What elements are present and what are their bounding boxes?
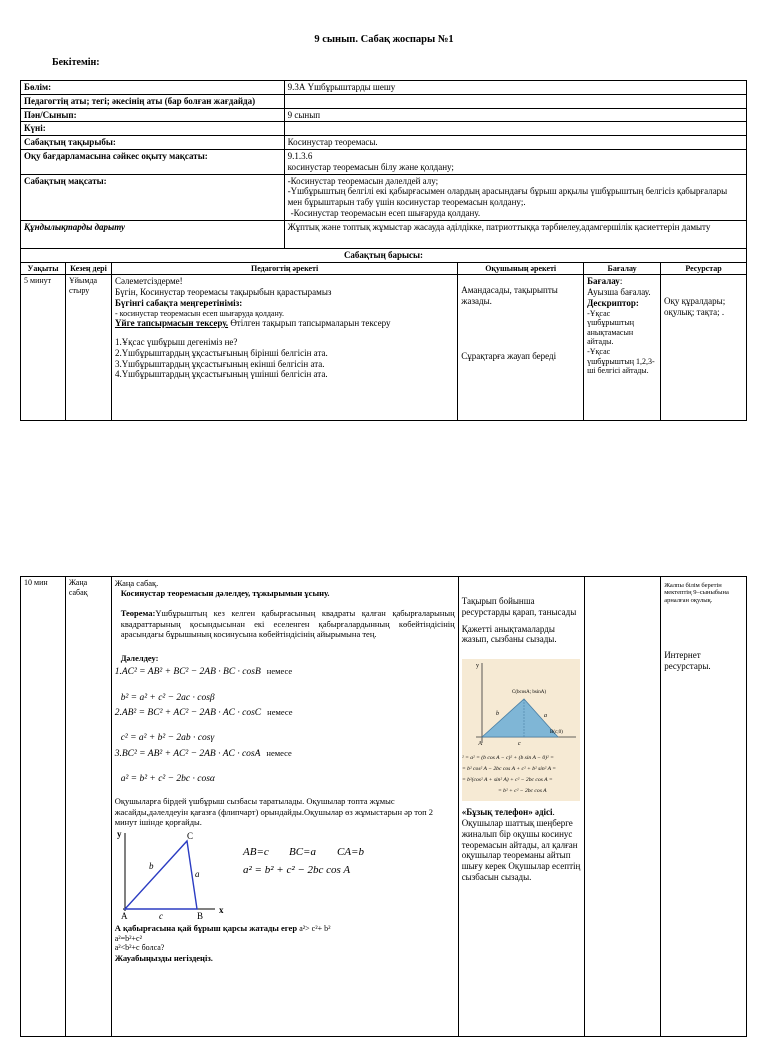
lesson-plan-table: [20, 80, 747, 421]
formula-4: c² = a² + b² − 2ab · cosγ: [120, 733, 215, 744]
student-action: Тақырып бойынша ресурстарды қарап, танысады: [461, 596, 577, 617]
formula-5: 3.BC² = AB² + AC² − 2AB · AC · cosA немесе: [114, 747, 292, 759]
stage1-resources: [661, 275, 747, 421]
intro: Жаңа сабақ.: [114, 578, 159, 588]
phone-text: . Оқушылар шаттық шеңберге жиналып бір оқушы косинус теоремасын айтады, ал қалған оқушылар теореманы айтып шығу керек Оқушылар есептің сызбасын сызады.: [461, 807, 581, 882]
stage2-student: [458, 577, 584, 1037]
goal-line: -Косинустар теоремасын дәлелдей алу;: [287, 175, 439, 186]
question-line: a²<b²+c болса?: [114, 943, 165, 953]
approve-label: Бекітемін:: [52, 57, 100, 68]
proof-image: [462, 659, 580, 801]
info-value: [284, 149, 746, 174]
student-action: Амандасады, тақырыпты жазады.: [461, 285, 558, 306]
triangle-diagram: [115, 827, 455, 919]
question-cond: a²> c²+ b²: [299, 924, 331, 934]
img-y-label: y: [475, 663, 479, 670]
assessment-title: Бағалау: [587, 276, 620, 287]
textbook-resource: Жалпы білім беретін мектептің 9–сыныбына арналған оқулық.: [664, 582, 729, 604]
img-b: b: [495, 711, 499, 718]
col-student: Оқушының әрекеті: [458, 262, 584, 275]
homework-text: Өтілген тақырып тапсырмаларын тексеру: [228, 318, 391, 329]
objective-code: 9.1.3.6: [287, 150, 313, 161]
stage2-teacher: [111, 577, 458, 1037]
info-row-objective: [21, 149, 747, 174]
col-resources: Ресурстар: [661, 262, 747, 275]
stage1-row: [21, 275, 747, 421]
goal-title: Бүгінгі сабақта меңгеретініміз:: [114, 297, 243, 308]
info-value: Жұптық және топтық жұмыстар жасауда әділдікке, патриоттыққа тәрбиелеу,адамгершілік қасиеттерін дамыту: [284, 220, 746, 248]
formula-3: 2.AB² = BC² + AC² − 2AB · AC · cosC немесе: [114, 706, 293, 718]
question-item: 2.Үшбұрыштардың ұқсастығының бірінші белгісін ата.: [114, 347, 328, 358]
info-row-subject: [21, 108, 747, 122]
theorem: [115, 608, 455, 639]
phone-title: «Бұзық телефон» әдісі: [461, 807, 553, 818]
triangle: [125, 841, 197, 909]
img-eq-2: = b² cos² A − 2bc cos A + c² + b² sin² A =: [461, 766, 556, 773]
descriptor-item: -Ұқсас үшбұрыштың 1,2,3-ші белгісі айтады.: [587, 346, 655, 376]
label-x: x: [218, 905, 224, 916]
label-B: B: [196, 911, 203, 920]
info-label: Сабақтың тақырыбы:: [21, 136, 285, 150]
stage1-time: 5 минут: [21, 275, 66, 421]
img-point-c: C(bcosA; bsinA): [511, 690, 546, 696]
img-eq-3: = b²(cos² A + sin² A) + c² − 2bc cos A =: [461, 777, 553, 784]
group-work: Оқушыларға бірдей үшбұрыш сызбасы таратылады. Оқушылар топта жұмыс жасайды,дәлелдеуін қағазға (флипчарт) орындайды.Оқушылар өз жұмыстарын әр топ 2 минут ішінде қорғайды.: [114, 796, 434, 827]
assessment-text: Ауызша бағалау.: [587, 286, 651, 297]
info-row-goals: [21, 174, 747, 220]
homework-title: Үйге тапсырмасын тексеру.: [114, 318, 229, 329]
homework-line: [115, 318, 454, 329]
student-action: Сұрақтарға жауап береді: [461, 350, 557, 361]
info-row-topic: [21, 136, 747, 150]
internet-resource: Интернет ресурстары.: [664, 650, 711, 672]
img-eq-4: = b² + c² − 2bc cos A: [497, 788, 547, 795]
stage1-assessment: Бағалау: Ауызша бағалау. Дескриптор: -Ұқсас үшбұрыштың анықтамасын айтады. -Ұқсас үшбұрыштың 1,2,3-ші белгісі айтады.: [584, 275, 661, 421]
progress-title: Сабақтың барысы:: [21, 248, 747, 262]
stage1-stage: Ұйымда стыру: [65, 275, 111, 421]
info-label: Бөлім:: [21, 81, 285, 95]
info-label: Пән/Сынып:: [21, 108, 285, 122]
info-row-date: [21, 122, 747, 136]
descriptor-title: Дескриптор:: [587, 297, 639, 308]
info-label: Оқу бағдарламасына сәйкес оқыту мақсаты:: [21, 149, 285, 174]
info-value: [284, 94, 746, 108]
stage2-stage: Жаңа сабақ: [65, 577, 111, 1037]
label-a: a: [194, 869, 200, 880]
question-item: 1.Ұқсас үшбұрыш дегеніміз не?: [114, 336, 238, 347]
img-eq-1: ² = a² = (b cos A − c)² + (b sin A − 0)² =: [461, 755, 554, 762]
formula-2: b² = a² + c² − 2ac · cosβ: [120, 692, 215, 703]
lesson-topic: Бүгін, Косинустар теоремасы тақырыбын қарастырамыз: [114, 286, 332, 297]
info-row-teacher: [21, 94, 747, 108]
info-value: 9.3А Үшбұрыштарды шешу: [284, 81, 746, 95]
theorem-label: Теорема:: [120, 608, 156, 619]
goal-text: - косинустар теоремасын есеп шығаруда қолдану.: [114, 308, 284, 318]
stage2-time: 10 мин: [21, 577, 66, 1037]
label-A: A: [120, 911, 128, 920]
stage1-student: [458, 275, 584, 421]
col-teacher: Педагогтің әрекеті: [111, 262, 457, 275]
stage2-assessment: [584, 577, 661, 1037]
page-title: 9 сынып. Сабақ жоспары №1: [314, 34, 454, 45]
formula-1: 1.AC² = AB² + BC² − 2AB · BC · cosB немесе: [114, 666, 293, 678]
question-title: А қабырғасына қай бұрыш қарсы жатады егер: [114, 923, 298, 934]
resources-text: Оқу құралдары; оқулық; тақта; .: [664, 296, 726, 317]
question-item: 3.Үшбұрыштардың ұқсастығының екінші белгісін ата.: [114, 358, 325, 369]
info-value: [284, 174, 746, 220]
progress-header-row: [21, 262, 747, 275]
question-final: Жауабыңызды негіздеңіз.: [114, 952, 213, 963]
stage2-row: [21, 577, 747, 1037]
lesson-plan-table-page2: [20, 576, 747, 1037]
info-value: 9 сынып: [284, 108, 746, 122]
col-assessment: Бағалау: [584, 262, 661, 275]
info-row-values: [21, 220, 747, 248]
progress-title-row: [21, 248, 747, 262]
label-b: b: [148, 861, 154, 872]
img-a: a: [543, 713, 547, 720]
info-value: Косинустар теоремасы.: [284, 136, 746, 150]
descriptor-item: -Ұқсас үшбұрыштың анықтамасын айтады.: [587, 308, 635, 347]
col-stage: Кезең дері: [65, 262, 111, 275]
info-label: Күні:: [21, 122, 285, 136]
eq-ab: AB=c: [242, 846, 269, 859]
img-c: c: [517, 741, 521, 748]
goal-line: -Косинустар теоремасын есеп шығаруда қолдану.: [290, 207, 481, 218]
proof-heading: Косинустар теоремасын дәлелдеу, тұжырымын ұсыну.: [120, 588, 330, 599]
greeting: Сәлеметсіздерме!: [114, 276, 183, 287]
stage2-resources: [661, 577, 747, 1037]
stage1-teacher: [111, 275, 457, 421]
eq-bc: BC=a: [288, 846, 316, 859]
formula-6: a² = b² + c² − 2bc · cosα: [120, 774, 215, 785]
img-point-b: B(c;0): [549, 730, 563, 736]
label-y: y: [116, 829, 122, 840]
info-value: [284, 122, 746, 136]
info-row-section: [21, 81, 747, 95]
student-action: Қажетті анықтамаларды жазып, сызбаны сызады.: [461, 623, 557, 645]
label-c: c: [158, 911, 163, 920]
eq-ca: CA=b: [336, 846, 364, 859]
eq-cosine: a² = b² + c² − 2bc cos A: [242, 864, 350, 877]
goal-line: -Үшбұрыштың белгілі екі қабырғасымен олардың арасындағы бұрыш арқылы үшбұрыштың белгісіз қабырғалары мен бұрыштарын табу үшін косинустар теоремасын қолдану;.: [287, 186, 728, 208]
theorem-text: Үшбұрыштың кез келген қабырғасының квадраты қалған қабырғаларының квадраттарының қосындысынан екі еселенген қабырғалардынның көбейтіндісінің арасындағы бұрышының косинусына көбейтіндісінің айырымына тең.: [120, 608, 455, 639]
img-A: A: [477, 741, 483, 748]
info-label: Құндылықтарды дарыту: [21, 220, 285, 248]
question-line: a²=b²+c²: [114, 933, 143, 943]
proof-label: Дәлелдеу:: [120, 652, 159, 663]
objective-text: косинустар теоремасын білу және қолдану;: [287, 161, 454, 172]
info-label: Педагогтің аты; тегі; әкесінің аты (бар болған жағдайда): [21, 94, 285, 108]
info-label: Сабақтың мақсаты:: [21, 174, 285, 220]
col-time: Уақыты: [21, 262, 66, 275]
question-item: 4.Үшбұрыштардың ұқсастығының үшінші белгісін ата.: [114, 369, 328, 380]
label-C: C: [186, 831, 193, 842]
